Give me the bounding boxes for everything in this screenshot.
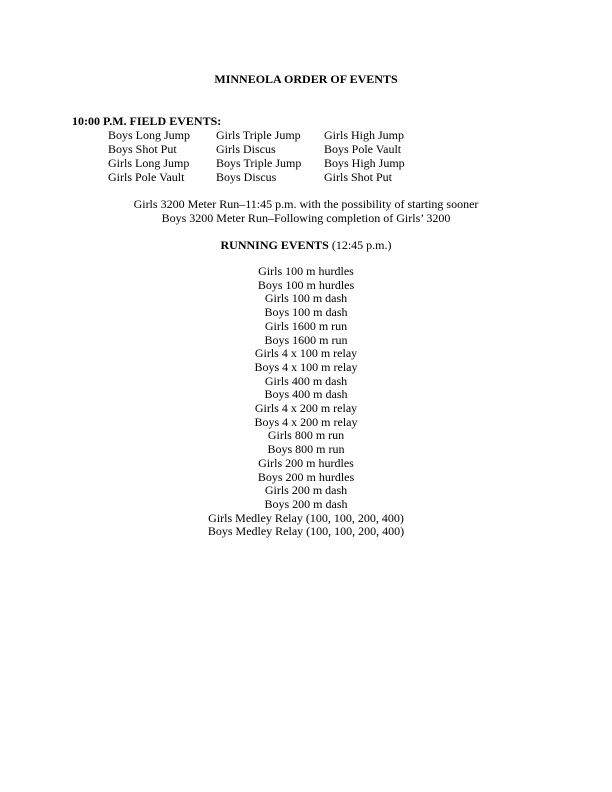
page-title: MINNEOLA ORDER OF EVENTS (214, 72, 398, 86)
list-item: Girls 100 m hurdles (258, 264, 354, 278)
field-event-item: Boys Shot Put (108, 142, 177, 156)
field-event-item: Girls Pole Vault (108, 170, 185, 184)
running-events-time: (12:45 p.m.) (328, 238, 392, 252)
girls-3200-line: Girls 3200 Meter Run–11:45 p.m. with the possibility of starting sooner (133, 197, 479, 211)
list-item: Boys 100 m hurdles (257, 277, 355, 292)
field-event-item: Boys Triple Jump (216, 156, 302, 170)
field-event-item: Girls Shot Put (324, 170, 393, 184)
field-events-heading: 10:00 P.M. FIELD EVENTS: (72, 114, 222, 128)
field-event-item: Girls Long Jump (108, 156, 190, 170)
list-item: Boys 800 m run (267, 442, 345, 457)
list-item: Girls 400 m dash (264, 373, 348, 388)
field-event-item: Boys High Jump (324, 156, 405, 170)
running-events-label: RUNNING EVENTS (220, 238, 329, 252)
running-events-list (0, 265, 612, 539)
list-item: Girls 100 m dash (264, 291, 348, 306)
list-item: Boys 200 m dash (264, 496, 348, 511)
list-item: Boys Medley Relay (100, 100, 200, 400) (207, 524, 405, 539)
field-event-item: Girls Discus (216, 142, 276, 156)
field-event-item: Boys Long Jump (108, 128, 191, 142)
list-item: Girls Medley Relay (100, 100, 200, 400) (208, 510, 404, 525)
running-events-heading (0, 238, 612, 252)
list-item: Boys 4 x 200 m relay (254, 414, 358, 429)
list-item: Girls 4 x 100 m relay (254, 346, 358, 361)
list-item: Boys 1600 m run (264, 332, 348, 347)
list-item: Boys 100 m dash (264, 305, 348, 320)
field-event-item: Boys Discus (216, 170, 277, 184)
field-event-item: Boys Pole Vault (324, 142, 402, 156)
list-item: Girls 200 m dash (264, 483, 348, 498)
list-item: Girls 200 m hurdles (258, 455, 354, 470)
list-item: Boys 200 m hurdles (257, 469, 355, 484)
boys-3200-line: Boys 3200 Meter Run–Following completion of Girls’ 3200 (161, 211, 451, 225)
list-item: Boys 400 m dash (264, 387, 348, 402)
list-item: Girls 800 m run (267, 428, 345, 443)
list-item: Boys 4 x 100 m relay (254, 359, 358, 374)
list-item: Girls 4 x 200 m relay (254, 401, 358, 416)
list-item: Girls 1600 m run (264, 318, 348, 333)
field-event-item: Girls High Jump (324, 128, 405, 142)
field-event-item: Girls Triple Jump (216, 128, 301, 142)
field-events-grid (108, 128, 432, 184)
distance-runs (0, 197, 612, 225)
